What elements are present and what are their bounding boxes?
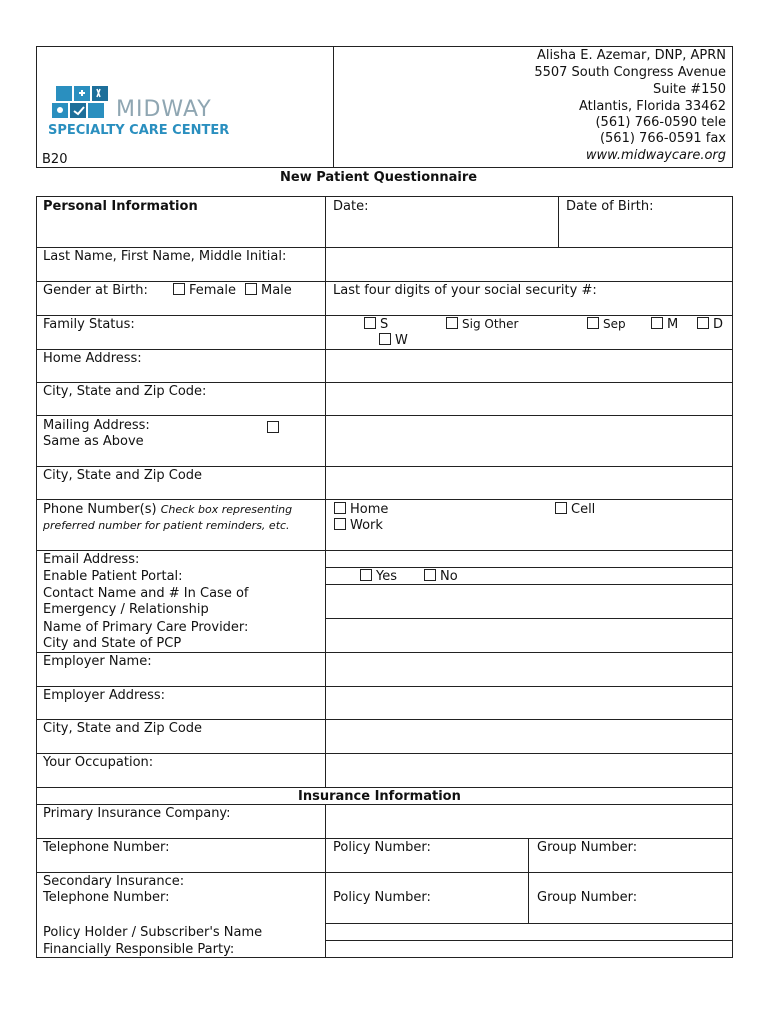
gender-male-option[interactable]: Male <box>245 282 292 299</box>
form-code: B20 <box>42 152 68 167</box>
married-checkbox[interactable] <box>651 317 663 329</box>
secondary-policy-label: Policy Number: <box>333 890 431 905</box>
phone-note: preferred number for patient reminders, etc. <box>43 519 290 532</box>
employer-city-state-zip-label: City, State and Zip Code <box>43 721 203 736</box>
home-phone-checkbox[interactable] <box>334 502 346 514</box>
cell-phone-checkbox[interactable] <box>555 502 567 514</box>
dob-label: Date of Birth: <box>566 199 654 214</box>
home-address-label: Home Address: <box>43 351 142 366</box>
family-s-option[interactable]: S <box>364 316 388 333</box>
portal-no-option[interactable]: No <box>424 568 458 585</box>
same-as-above-checkbox[interactable] <box>267 421 279 433</box>
portal-no-checkbox[interactable] <box>424 569 436 581</box>
emergency-contact-label-2: Emergency / Relationship <box>43 602 209 617</box>
family-status-label: Family Status: <box>43 317 135 332</box>
employer-name-label: Employer Name: <box>43 654 152 669</box>
family-sep-option[interactable]: Sep <box>587 316 626 333</box>
portal-yes-option[interactable]: Yes <box>360 568 397 585</box>
address-line-1: Alisha E. Azemar, DNP, APRN <box>537 48 726 63</box>
primary-group-label: Group Number: <box>537 840 638 855</box>
mailing-address-label: Mailing Address: <box>43 418 150 433</box>
fax-line: (561) 766-0591 fax <box>599 131 726 146</box>
secondary-group-label: Group Number: <box>537 890 638 905</box>
secondary-insurance-label: Secondary Insurance: <box>43 874 185 889</box>
work-phone-checkbox[interactable] <box>334 518 346 530</box>
gender-female-option[interactable]: Female <box>173 282 236 299</box>
logo-name: MIDWAY <box>116 97 212 122</box>
same-as-above-label: Same as Above <box>43 434 144 449</box>
mailing-city-state-zip-label: City, State and Zip Code <box>43 468 203 483</box>
policy-holder-label: Policy Holder / Subscriber's Name <box>43 925 263 940</box>
phone-work-option[interactable]: Work <box>334 517 383 534</box>
employer-address-label: Employer Address: <box>43 688 166 703</box>
email-label: Email Address: <box>43 552 140 567</box>
secondary-telephone-label: Telephone Number: <box>43 890 170 905</box>
primary-policy-label: Policy Number: <box>333 840 431 855</box>
single-checkbox[interactable] <box>364 317 376 329</box>
logo <box>48 84 232 140</box>
address-line-4: Atlantis, Florida 33462 <box>578 99 726 114</box>
phone-line: (561) 766-0590 tele <box>595 115 726 130</box>
divorced-checkbox[interactable] <box>697 317 709 329</box>
family-d-option[interactable]: D <box>697 316 723 333</box>
address-line-3: Suite #150 <box>652 82 726 97</box>
name-label: Last Name, First Name, Middle Initial: <box>43 249 287 264</box>
city-state-zip-label: City, State and Zip Code: <box>43 384 207 399</box>
ssn-label: Last four digits of your social security #: <box>333 283 597 298</box>
female-checkbox[interactable] <box>173 283 185 295</box>
family-w-option[interactable]: W <box>379 332 408 349</box>
pcp-label-1: Name of Primary Care Provider: <box>43 620 249 635</box>
widowed-checkbox[interactable] <box>379 333 391 345</box>
website-link[interactable]: www.midwaycare.org <box>585 148 726 163</box>
responsible-party-label: Financially Responsible Party: <box>43 942 235 957</box>
insurance-heading: Insurance Information <box>298 789 461 804</box>
gender-label: Gender at Birth: <box>43 283 148 298</box>
family-sig-option[interactable]: Sig Other <box>446 316 518 333</box>
form-title: New Patient Questionnaire <box>280 170 478 185</box>
male-checkbox[interactable] <box>245 283 257 295</box>
date-label: Date: <box>333 199 369 214</box>
phone-home-option[interactable]: Home <box>334 501 388 518</box>
emergency-contact-label-1: Contact Name and # In Case of <box>43 586 249 601</box>
personal-info-heading: Personal Information <box>43 199 198 214</box>
pcp-label-2: City and State of PCP <box>43 636 182 651</box>
portal-label: Enable Patient Portal: <box>43 569 183 584</box>
logo-icon <box>52 84 114 120</box>
sig-other-checkbox[interactable] <box>446 317 458 329</box>
primary-insurance-label: Primary Insurance Company: <box>43 806 231 821</box>
occupation-label: Your Occupation: <box>43 755 154 770</box>
portal-yes-checkbox[interactable] <box>360 569 372 581</box>
separated-checkbox[interactable] <box>587 317 599 329</box>
phone-cell-option[interactable]: Cell <box>555 501 595 518</box>
address-line-2: 5507 South Congress Avenue <box>534 65 726 80</box>
primary-telephone-label: Telephone Number: <box>43 840 170 855</box>
family-m-option[interactable]: M <box>651 316 678 333</box>
logo-subtitle: SPECIALTY CARE CENTER <box>48 123 230 138</box>
phone-numbers-label: Phone Number(s) Check box representing <box>43 502 293 517</box>
